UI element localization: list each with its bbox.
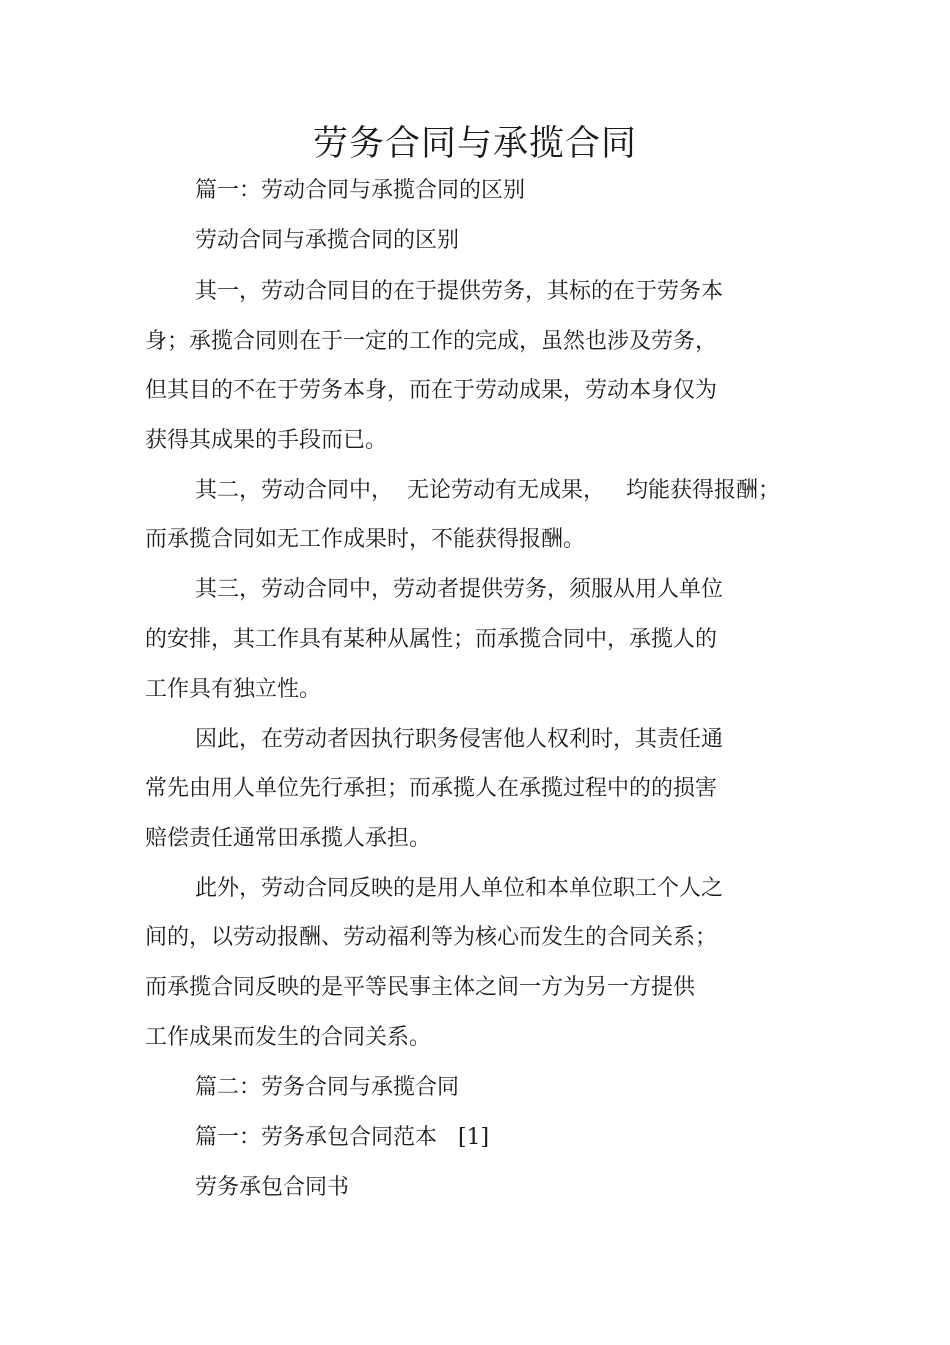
- paragraph-line: 常先由用人单位先行承担；而承揽人在承揽过程中的的损害: [145, 776, 718, 801]
- subheading-distinction: 劳动合同与承揽合同的区别: [195, 228, 460, 253]
- paragraph-line: 的安排，其工作具有某种从属性；而承揽合同中，承揽人的: [145, 627, 718, 652]
- paragraph-line: 其一，劳动合同目的在于提供劳务，其标的在于劳务本: [195, 279, 724, 304]
- subheading-template: 篇一：劳务承包合同范本 [1]: [195, 1125, 490, 1150]
- paragraph-line: 其二，劳动合同中， 无论劳动有无成果， 均能获得报酬；: [195, 478, 780, 503]
- paragraph-line: 间的，以劳动报酬、劳动福利等为核心而发生的合同关系；: [145, 925, 718, 950]
- paragraph-line: 而承揽合同反映的是平等民事主体之间一方为另一方提供: [145, 975, 696, 1000]
- document-title: 劳务合同与承揽合同: [312, 124, 637, 164]
- paragraph-line: 而承揽合同如无工作成果时，不能获得报酬。: [145, 527, 586, 552]
- paragraph-line: 工作成果而发生的合同关系。: [145, 1025, 432, 1050]
- paragraph-line: 获得其成果的手段而已。: [145, 428, 388, 453]
- section-heading-2: 篇二：劳务合同与承揽合同: [195, 1075, 460, 1100]
- paragraph-line: 其三，劳动合同中，劳动者提供劳务，须服从用人单位: [195, 577, 724, 602]
- paragraph-line: 身；承揽合同则在于一定的工作的完成，虽然也涉及劳务，: [145, 329, 718, 354]
- section-heading-1: 篇一：劳动合同与承揽合同的区别: [195, 178, 526, 203]
- subheading-contract-book: 劳务承包合同书: [195, 1175, 350, 1200]
- paragraph-line: 此外，劳动合同反映的是用人单位和本单位职工个人之: [195, 876, 724, 901]
- paragraph-line: 因此，在劳动者因执行职务侵害他人权利时，其责任通: [195, 727, 724, 752]
- paragraph-line: 但其目的不在于劳务本身，而在于劳动成果，劳动本身仅为: [145, 378, 718, 403]
- paragraph-line: 工作具有独立性。: [145, 677, 322, 702]
- paragraph-line: 赔偿责任通常田承揽人承担。: [145, 826, 432, 851]
